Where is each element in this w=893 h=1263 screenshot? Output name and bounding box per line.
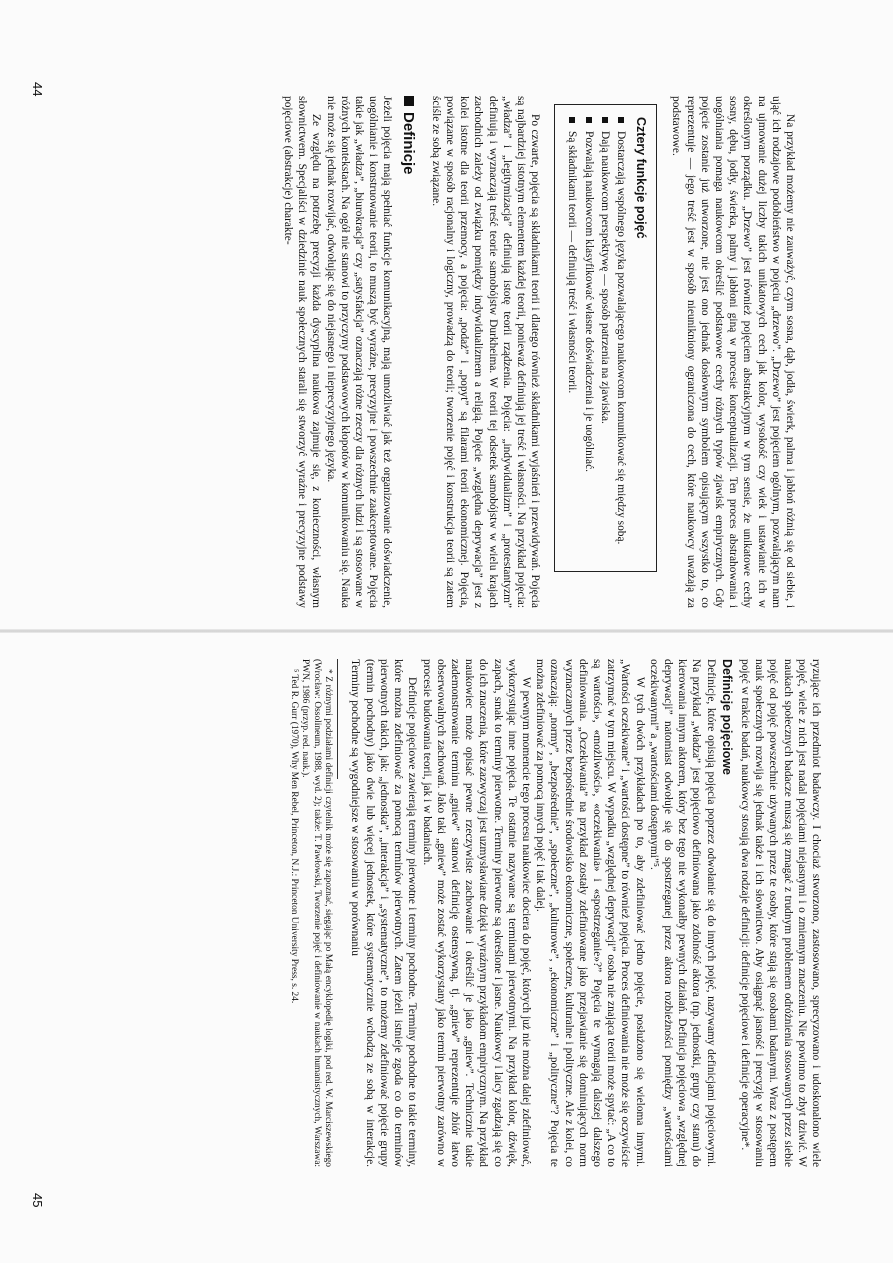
right-page bbox=[0, 633, 893, 1263]
function-item-1: Dostarczają wspólnego języka pozwalającego naukowcom komunikować się między sobą. bbox=[614, 117, 628, 561]
paragraph-conceptual-2: W tych dwóch przykładach po to, aby zdefiniować jedno pojęcie, posłużono się wieloma innymi. „Wartości oczekiwane” i „wartości dostępne” to również pojęcia. Proces definiowania nie może się oczywiście zatrzymać w tym miejscu. W wypadku „względnej deprywacji” osoba nie znająca teorii może spytać: „A co to są wartości», «możliwości», «oczekiwania» i «spostrzeganie»?” Pojęcia te wymagają dalszej dalszego definiowania. „Oczekiwania” na przykład zostały zdefiniowane jako przejawianie się dominujących norm wyznaczanych przez bezpośrednie środowisko ekonomiczne, społeczne, kulturalne i polityczne. Ale z kolei, co oznaczają: „normy”, „bezpośrednie”, „społeczne”, „kulturowe”, „ekonomiczne” i „polityczne”? Pojęcia te można zdefiniować za pomocą innych pojęć i tak dalej. bbox=[534, 659, 646, 1167]
paragraph-continuation: ryzujące ich przedmiot badawczy. I chociaż stworzono, zastosowano, sprecyzowano i udoskonalono wiele pojęć, wiele z nich jest nadal pojęciami niejasnymi i o zmiennym znaczeniu. Nie powinno to zbyt dziwić. W naukach społecznych badacze muszą się zmagać z trudnym problemem odróżnienia stosowanych przez siebie pojęć od pojęć powszechnie używanych przez te osoby, które stają się osobami badanymi. Wraz z postępem nauk społecznych rozwija się jednak także i ich słownictwo. Aby osiągnąć jasność i precyzję w stosowaniu pojęć w trakcie badań, naukowcy stosują dwa rodzaje definicji: definicje pojęciowe i definicje operacyjne*. bbox=[738, 659, 822, 1167]
function-item-4: Są składnikami teorii — definiują treść i własności teorii. bbox=[565, 117, 579, 561]
subsection-title: Definicje pojęciowe bbox=[719, 659, 734, 776]
page-number-right: 45 bbox=[30, 1193, 45, 1208]
functions-box bbox=[554, 104, 657, 572]
page-number-left: 44 bbox=[30, 82, 45, 97]
left-page bbox=[0, 0, 893, 630]
footnote-rule bbox=[337, 659, 338, 779]
paragraph-conceptual-4: Definicje pojęciowe zawierają terminy pierwotne i terminy pochodne. Terminy pochodne to takie terminy, które można zdefiniować za pomocą terminów pierwotnych. Zatem jeżeli istnieje zgoda co do terminów pierwotnych takich, jak: „jednostka”, „interakcja” i „systematyczne”, to możemy zdefiniować pojęcie grupy (termin pochodny) jako dwie lub więcej jednostek, które systematycznie wchodzą ze sobą w interakcje. Terminy pochodne są wygodniejsze w stosowaniu w porównaniu bbox=[349, 659, 419, 1167]
paragraph-definitions-1: Jeżeli pojęcia mają spełniać funkcje komunikacyjną, mają umożliwiać jak też organizowanie doświadczenie, uogólnianie i konstruowanie teorii, to muszą być wyraźne, precyzyjne i powszechnie zaakceptowane. Pojęcia takie jak „władza”, „biurokracja” czy „satysfakcja” oznaczają różne rzeczy dla różnych ludzi i są stosowane w różnych kontekstach. Na ogół nie stanowi to przyczyny podstawowych kłopotów w komunikowaniu się. Nauka nie może się jednak rozwijać, odwołując się do niejasnego i nieprecyzyjnego języka. bbox=[324, 96, 394, 608]
box-title: Cztery funkcje pojęć bbox=[634, 117, 649, 239]
paragraph-intro: Na przykład możemy nie zauważyć, czym sosna, dąb, jodła, świerk, palma i jabłoń różnią się od siebie, i ująć ich rodzajowe podobieństwo w pojęciu „drzewo”. „Drzewo” jest pojęciem ogólnym, pozwalającym nam na ujmowanie dużej liczby takich unikatowych cech jak kolor, wysokość czy wiek i ustawianie ich w określonym porządku. „Drzewo” jest również pojęciem abstrakcyjnym w tym sensie, że unikatowe cechy sosny, dębu, jodły, świerka, palmy i jabłoni giną w procesie konceptualizacji. Ten proces abstrahowania i uogólniania pomaga naukowcom określić podstawowe cechy różnych typów zjawisk empirycznych. Gdy pojęcie zostanie już utworzone, nie jest ono jednak dosłownym symbolem opisującym wszystko to, co reprezentuje — jego treść jest w sposób nieunikniony ograniczona do cech, które naukowcy uważają za podstawowe. bbox=[670, 96, 796, 608]
function-item-3: Pozwalają naukowcom klasyfikować własne doświadczenia i je uogólniać. bbox=[581, 117, 595, 561]
paragraph-fourth: Po czwarte, pojęcia są składnikami teorii i dlatego również składnikami wyjaśnień i przewidywań. Pojęcia są najbardziej istotnym elementem każdej teorii, ponieważ definiują jej treść i własności. Na przykład pojęcia: „władza” i „legitymizacja” definiują istotę teorii rządzenia. Pojęcia: „indywidualizm” i „protestantyzm” definiują i wyznaczają treść teorie samobójstw Durkheima. W teorii tej odsetek samobójstw w wielu krajach zachodnich zależy od związku pomiędzy indywidualizmem a religią. Pojęcie „względna deprywacja” jest z kolei istotne dla teorii przemocy, a pojęcia: „podaż” i „popyt” są filarami teorii ekonomicznej. Pojęcia, powiązane w sposób racjonalny i logiczny, prowadzą do teorii; tworzenie pojęć i konstrukcja teorii są zatem ściśle ze sobą związane. bbox=[429, 96, 542, 608]
section-heading bbox=[399, 96, 417, 608]
paragraph-conceptual-3: W pewnym momencie tego procesu naukowiec dociera do pojęć, których już nie można dalej zdefiniować, wykorzystując inne pojęcia. Te ostatnie nazywane są terminami pierwotnymi. Na przykład kolor, dźwięk, zapach, smak to terminy pierwotne. Terminy pierwotne są określone i jasne. Naukowcy i laicy zgadzają się co do ich znaczenia, które zazwyczaj jest uzmysławiane dzięki wyraźnym przykładom empirycznym. Na przykład naukowiec może opisać pewne rzeczywiste zachowanie i określić je jako „gniew”. Technicznie takie zademonstrowanie terminu „gniew” stanowi definicję ostensywną, tj. „gniew” reprezentuje zbiór łatwo obserwowalnych zachowań. Jako taki „gniew” może zostać wykorzystany jako termin pierwotny zarówno w procesie budowania teorii, jak i w badaniach. bbox=[420, 659, 532, 1167]
square-bullet-icon bbox=[404, 96, 414, 106]
section-title: Definicje bbox=[399, 112, 417, 175]
function-item-2: Dają naukowcom perspektywę — sposób patrzenia na zjawiska. bbox=[598, 117, 612, 561]
footnote-2: ⁵ Ted R. Gurr (1970), Why Men Rebel, Princeton, N.J.: Princeton University Press, s. 24. bbox=[288, 669, 299, 1004]
footnotes bbox=[287, 659, 338, 1167]
paragraph-conceptual-1: Definicje, które opisują pojęcia poprzez odwołanie się do innych pojęć, nazywamy definicjami pojęciowymi. Na przykład „władza” jest pojęciowo definiowana jako zdolność aktora (np. jednostki, grupy czy stanu) do kierowania innym aktorem, który bez tego nie wykonałby pewnych działań. Definicja pojęciowa „względnej deprywacji” natomiast odwołuje się do spostrzeganej przez aktora rozbieżności pomiędzy „wartościami oczekiwanymi” a „wartościami dostępnymi”⁵. bbox=[647, 659, 717, 1167]
paragraph-definitions-2: Ze względu na potrzebę precyzji każda dyscyplina naukowa zajmuje się, z konieczności, własnym słownictwem. Specjaliści w dziedzinie nauk społecznych starali się stworzyć wyraźne i precyzyjne podstawy pojęciowe (abstrakcje) charakte- bbox=[281, 96, 323, 608]
footnote-1: * Z różnymi podziałami definicji czytelnik może się zapoznać, sięgając po Małą encyklopedię logiki, pod red. W. Marciszewskiego (Wrocław: Ossolineum, 1988, wyd. 2); także: T. Pawłowski, Tworzenie pojęć i definiowanie w naukach humanistycznych, Warszawa: PWN, 1986 (przyp. red. nauk.). bbox=[300, 659, 334, 1167]
functions-list bbox=[565, 117, 628, 561]
